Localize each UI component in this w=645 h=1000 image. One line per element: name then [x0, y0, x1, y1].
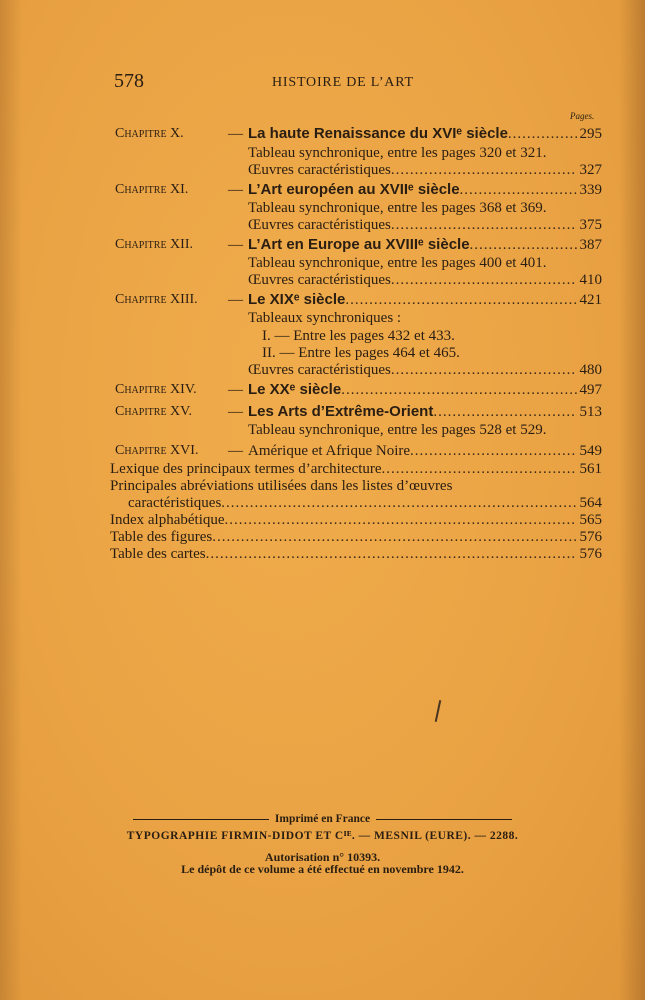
- toc-line: [110, 477, 602, 495]
- page-ref: 497: [579, 382, 602, 398]
- dot-leader: [433, 403, 576, 421]
- toc-row: [262, 344, 602, 362]
- toc-line: [110, 460, 602, 478]
- toc-line: [248, 216, 602, 234]
- entry-text: Œuvres caractéristiques: [248, 162, 391, 178]
- authorization-line: Autorisation n° 10393.: [264, 850, 381, 864]
- entry-text: Tableau synchronique, entre les pages 528 et 529.: [248, 422, 547, 438]
- ink-mark: [435, 700, 442, 722]
- chapter-dash: —: [228, 126, 243, 142]
- dot-leader: [391, 161, 577, 179]
- toc-row: [248, 309, 602, 327]
- chapter-title: Amérique et Afrique Noire: [248, 443, 411, 459]
- chapter-dash: —: [228, 382, 243, 398]
- printer-line: TYPOGRAPHIE FIRMIN-DIDOT ET Cᴵᴱ. — MESNIL (EURE). — 2288.: [126, 830, 519, 842]
- page-ref: 295: [579, 126, 602, 142]
- toc-line: [248, 236, 602, 254]
- pages-column-label: Pages.: [570, 111, 595, 121]
- toc-row: [248, 161, 602, 179]
- chapter-title: La haute Renaissance du XVIᵉ siècle: [248, 125, 508, 142]
- toc-line: [128, 494, 602, 512]
- page-ref: 480: [579, 362, 602, 378]
- toc-row: [110, 291, 602, 309]
- toc-row: [110, 477, 602, 495]
- chapter-dash: —: [228, 404, 243, 420]
- page-ref: 565: [579, 512, 602, 528]
- entry-text: caractéristiques: [128, 495, 222, 511]
- entry-text: Œuvres caractéristiques: [248, 272, 391, 288]
- toc-row: [110, 545, 602, 563]
- toc-row: [110, 125, 602, 143]
- toc-row: [110, 528, 602, 546]
- toc-row: [110, 236, 602, 254]
- dot-leader: [460, 181, 577, 199]
- page-ref: 576: [579, 529, 602, 545]
- entry-text: Principales abréviations utilisées dans les listes d’œuvres: [110, 478, 453, 494]
- entry-text: Œuvres caractéristiques: [248, 217, 391, 233]
- toc-row: [248, 361, 602, 379]
- page-ref: 387: [579, 237, 602, 253]
- running-title: HISTOIRE DE L’ART: [272, 75, 414, 90]
- printed-in-line: [0, 813, 645, 825]
- entry-text: Table des cartes: [110, 546, 206, 562]
- chapter-dash: —: [228, 443, 243, 459]
- toc-line: [262, 344, 602, 362]
- left-rule: [133, 819, 269, 820]
- deposit-line: Le dépôt de ce volume a été effectué en novembre 1942.: [181, 862, 464, 876]
- toc-line: [248, 403, 602, 421]
- dot-leader: [345, 291, 576, 309]
- dot-leader: [225, 511, 577, 529]
- toc-row: [110, 442, 602, 460]
- entry-text: Œuvres caractéristiques: [248, 362, 391, 378]
- page-ref: 410: [579, 272, 602, 288]
- toc-line: [248, 442, 602, 460]
- toc-row: [248, 421, 602, 439]
- page-ref: 327: [579, 162, 602, 178]
- toc-row: [110, 181, 602, 199]
- entry-text: Tableau synchronique, entre les pages 400 et 401.: [248, 255, 547, 271]
- dot-leader: [212, 528, 576, 546]
- chapter-dash: —: [228, 237, 243, 253]
- chapter-dash: —: [228, 292, 243, 308]
- toc-row: [110, 511, 602, 529]
- right-rule: [376, 819, 512, 820]
- page-ref: 339: [579, 182, 602, 198]
- page-ref: 513: [579, 404, 602, 420]
- toc-row: [248, 199, 602, 217]
- chapter-label: Chapitre X.: [115, 126, 184, 141]
- chapter-label: Chapitre XV.: [115, 404, 192, 419]
- toc-row: [110, 381, 602, 399]
- entry-text: Tableau synchronique, entre les pages 320 et 321.: [248, 145, 547, 161]
- page-ref: 375: [579, 217, 602, 233]
- dot-leader: [382, 460, 577, 478]
- page-ref: 576: [579, 546, 602, 562]
- dot-leader: [470, 236, 577, 254]
- toc-row: [248, 271, 602, 289]
- chapter-label: Chapitre XI.: [115, 182, 189, 197]
- entry-text: II. — Entre les pages 464 et 465.: [262, 345, 460, 361]
- toc-line: [248, 271, 602, 289]
- toc-line: [248, 291, 602, 309]
- toc-row: [128, 494, 602, 512]
- toc-row: [262, 327, 602, 345]
- page-ref: 564: [579, 495, 602, 511]
- dot-leader: [206, 545, 577, 563]
- chapter-dash: —: [228, 182, 243, 198]
- toc-line: [248, 161, 602, 179]
- toc-line: [110, 511, 602, 529]
- toc-line: [248, 181, 602, 199]
- dot-leader: [391, 271, 577, 289]
- dot-leader: [391, 361, 577, 379]
- dot-leader: [410, 442, 576, 460]
- chapter-label: Chapitre XVI.: [115, 443, 199, 458]
- chapter-label: Chapitre XIII.: [115, 292, 198, 307]
- chapter-label: Chapitre XII.: [115, 237, 193, 252]
- printed-in-text: Imprimé en France: [274, 813, 371, 825]
- chapter-title: Le XXᵉ siècle: [248, 381, 342, 398]
- entry-text: Index alphabétique: [110, 512, 225, 528]
- toc-line: [262, 327, 602, 345]
- toc-line: [248, 254, 602, 272]
- page-number: 578: [114, 70, 144, 92]
- toc-line: [248, 125, 602, 143]
- entry-text: Lexique des principaux termes d’architecture: [110, 461, 382, 477]
- toc-line: [248, 309, 602, 327]
- toc-line: [248, 381, 602, 399]
- chapter-title: Le XIXᵉ siècle: [248, 291, 346, 308]
- toc-line: [110, 545, 602, 563]
- toc-row: [248, 254, 602, 272]
- entry-text: Tableau synchronique, entre les pages 368 et 369.: [248, 200, 547, 216]
- page-ref: 549: [579, 443, 602, 459]
- toc-line: [248, 144, 602, 162]
- toc-line: [248, 421, 602, 439]
- entry-text: Table des figures: [110, 529, 213, 545]
- toc-line: [248, 199, 602, 217]
- toc-row: [248, 144, 602, 162]
- chapter-title: L’Art en Europe au XVIIIᵉ siècle: [248, 236, 470, 253]
- toc-row: [248, 216, 602, 234]
- chapter-label: Chapitre XIV.: [115, 382, 197, 397]
- dot-leader: [391, 216, 577, 234]
- chapter-title: L’Art européen au XVIIᵉ siècle: [248, 181, 460, 198]
- dot-leader: [341, 381, 576, 399]
- page-ref: 561: [579, 461, 602, 477]
- dot-leader: [508, 125, 577, 143]
- page-ref: 421: [579, 292, 602, 308]
- toc-row: [110, 403, 602, 421]
- entry-text: Tableaux synchroniques :: [248, 310, 402, 326]
- toc-line: [248, 361, 602, 379]
- toc-line: [110, 528, 602, 546]
- chapter-title: Les Arts d’Extrême-Orient: [248, 403, 434, 420]
- toc-row: [110, 460, 602, 478]
- entry-text: I. — Entre les pages 432 et 433.: [262, 328, 455, 344]
- dot-leader: [221, 494, 576, 512]
